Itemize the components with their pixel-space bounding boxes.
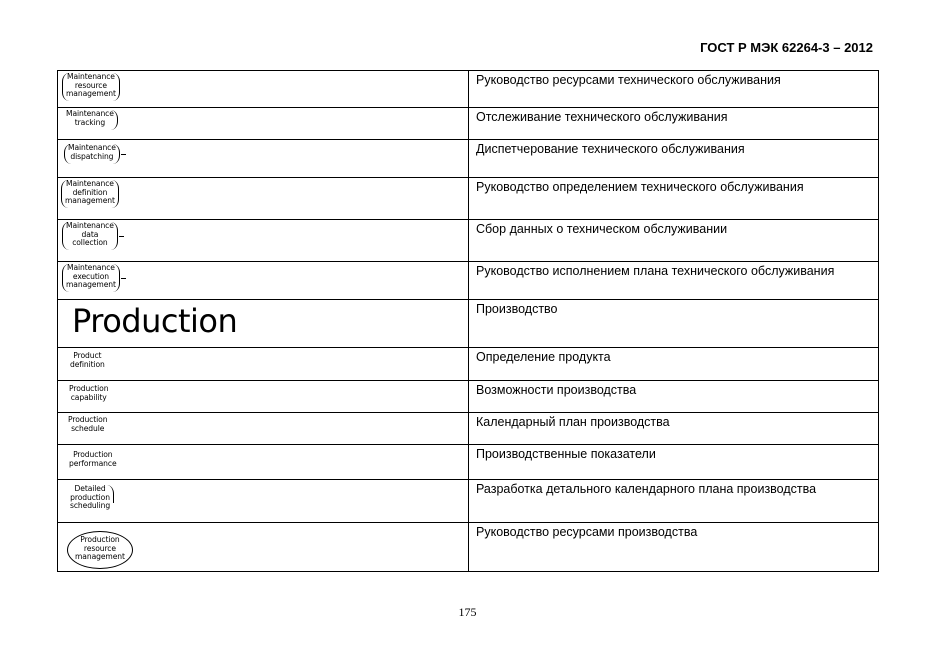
table-row [58, 220, 879, 262]
icon-cell [58, 523, 469, 572]
table-row [58, 381, 879, 413]
icon-label-line: Production [73, 450, 113, 459]
icon-label-line: Maintenance [68, 143, 116, 152]
icon-label-line: definition [72, 187, 108, 197]
icon-cell [58, 381, 469, 413]
icon-cell [58, 108, 469, 140]
icon-label-line: Product [73, 351, 102, 360]
icon-label-line: capability [70, 392, 107, 402]
icon-label-line: management [65, 196, 115, 206]
production-performance-label [69, 451, 117, 468]
term-translation: Сбор данных о техническом обслуживании [469, 220, 879, 262]
icon-label-line: dispatching [70, 151, 114, 161]
icon-label-line: Maintenance [67, 263, 115, 272]
icon-cell [58, 220, 469, 262]
icon-label-line: performance [69, 458, 117, 468]
table-row [58, 300, 879, 348]
icon-cell [58, 300, 469, 348]
term-translation: Разработка детального календарного плана производства [469, 480, 879, 523]
production-schedule-label [68, 416, 107, 433]
icon-label-line: Production [80, 535, 120, 544]
icon-label-line: tracking [74, 117, 106, 127]
icon-cell [58, 348, 469, 381]
icon-cell [58, 140, 469, 178]
activity-bracket-icon [66, 222, 114, 250]
icon-label-line: management [66, 280, 116, 290]
table-row [58, 348, 879, 381]
term-translation: Возможности производства [469, 381, 879, 413]
icon-label-line: resource [74, 80, 107, 90]
term-translation: Производственные показатели [469, 445, 879, 480]
icon-label-line: definition [70, 359, 105, 369]
table-row [58, 178, 879, 220]
term-translation: Определение продукта [469, 348, 879, 381]
production-capability-label [69, 385, 108, 402]
icon-label-line: scheduling [70, 501, 111, 511]
term-translation: Производство [469, 300, 879, 348]
icon-label-line: Maintenance [66, 179, 114, 188]
icon-label-line: production [70, 492, 110, 502]
icon-label-line: Detailed [74, 484, 106, 493]
table-row [58, 413, 879, 445]
icon-label-line: collection [72, 238, 108, 248]
icon-cell [58, 445, 469, 480]
activity-bracket-icon [66, 264, 116, 292]
table-row [58, 140, 879, 178]
terms-table [57, 70, 879, 572]
table-row [58, 445, 879, 480]
icon-label-line: Maintenance [67, 72, 115, 81]
icon-cell [58, 178, 469, 220]
icon-cell [58, 413, 469, 445]
icon-label-line: management [75, 552, 125, 562]
term-translation: Календарный план производства [469, 413, 879, 445]
icon-label-line: Production [68, 415, 108, 424]
icon-label-line: resource [83, 543, 116, 553]
term-translation: Отслеживание технического обслуживания [469, 108, 879, 140]
icon-label-line: execution [72, 271, 109, 281]
activity-bracket-icon [65, 180, 115, 208]
product-definition-label [70, 352, 105, 369]
icon-cell [58, 262, 469, 300]
icon-label-line: Production [69, 384, 109, 393]
icon-label-line: management [66, 89, 116, 99]
icon-label-line: data [81, 229, 99, 239]
table-row [58, 523, 879, 572]
table-row [58, 480, 879, 523]
activity-bracket-icon [66, 110, 114, 130]
icon-label-line: schedule [71, 423, 105, 433]
activity-ellipse-icon [67, 531, 133, 569]
page-number: 175 [458, 605, 477, 619]
table-row [58, 71, 879, 108]
term-translation: Руководство исполнением плана технического обслуживания [469, 262, 879, 300]
term-translation: Руководство определением технического обслуживания [469, 178, 879, 220]
icon-cell [58, 71, 469, 108]
table-row [58, 262, 879, 300]
production-heading: Production [72, 302, 238, 340]
activity-bracket-icon [68, 144, 116, 164]
icon-cell [58, 480, 469, 523]
activity-bracket-icon [70, 485, 110, 513]
icon-label-line: Maintenance [66, 221, 114, 230]
term-translation: Диспетчерование технического обслуживания [469, 140, 879, 178]
term-translation: Руководство ресурсами технического обслуживания [469, 71, 879, 108]
icon-label-line: Maintenance [66, 109, 114, 118]
table-row [58, 108, 879, 140]
activity-bracket-icon [66, 73, 116, 101]
term-translation: Руководство ресурсами производства [469, 523, 879, 572]
document-header: ГОСТ Р МЭК 62264-3 – 2012 [700, 40, 873, 55]
